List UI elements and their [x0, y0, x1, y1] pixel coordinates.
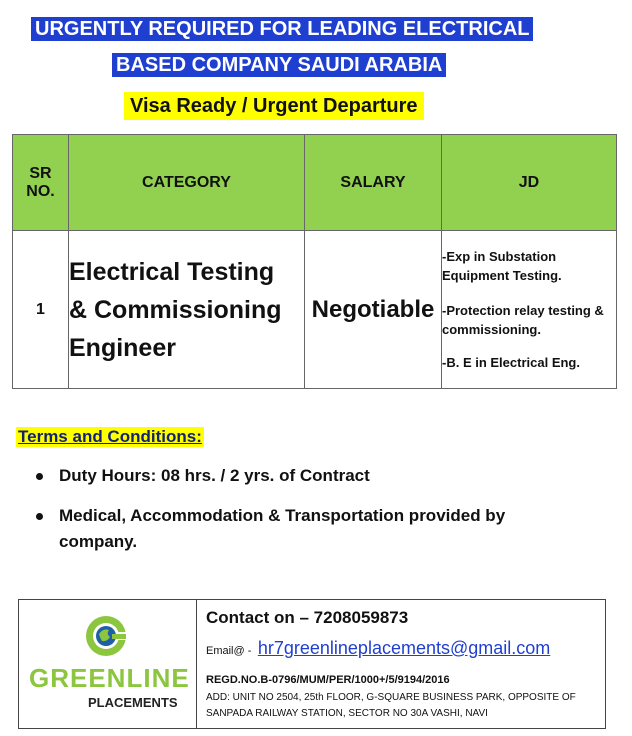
terms-title: Terms and Conditions: [18, 427, 202, 446]
row-sr-number: 1 [13, 231, 69, 389]
terms-item-text: Duty Hours: 08 hrs. / 2 yrs. of Contract [59, 466, 370, 485]
bullet-icon [36, 513, 43, 520]
email-link[interactable]: hr7greenlineplacements@gmail.com [257, 638, 551, 658]
logo-subtitle: PLACEMENTS [88, 695, 178, 710]
bullet-icon [36, 473, 43, 480]
header-sr-no [13, 135, 69, 231]
header-category: CATEGORY [69, 135, 305, 231]
title-line-2: BASED COMPANY SAUDI ARABIA [112, 53, 446, 77]
row-category [69, 231, 305, 389]
category-line: Engineer [69, 333, 176, 362]
contact-phone: Contact on – 7208059873 [206, 608, 409, 627]
subtitle-visa: Visa Ready / Urgent Departure [124, 92, 424, 120]
logo-name: GREENLINE [29, 663, 190, 693]
title-line-1: URGENTLY REQUIRED FOR LEADING ELECTRICAL [31, 17, 533, 41]
row-jd [442, 231, 617, 389]
category-line: Electrical Testing [69, 257, 275, 286]
table-row [13, 231, 617, 389]
header-jd: JD [442, 135, 617, 231]
row-salary: Negotiable [305, 231, 442, 389]
registration-number: REGD.NO.B-0796/MUM/PER/1000+/5/9194/2016 [206, 674, 450, 686]
jd-item: -Protection relay testing & commissioning. [442, 303, 604, 337]
company-logo [19, 600, 197, 728]
header-sr-line1: SR [29, 164, 52, 182]
contact-box [18, 599, 606, 729]
table-header-row [13, 135, 617, 231]
jobs-table [12, 134, 617, 389]
globe-logo-icon [84, 614, 128, 663]
terms-item-text: Medical, Accommodation & Transportation provided by company. [59, 506, 506, 551]
jd-item: -Exp in Substation Equipment Testing. [442, 249, 562, 283]
email-label: Email@ - [206, 645, 252, 657]
header-salary: SALARY [305, 135, 442, 231]
header-sr-line2: NO. [26, 182, 55, 200]
company-address: ADD: UNIT NO 2504, 25th FLOOR, G-SQUARE BUSINESS PARK, OPPOSITE OF SANPADA RAILWAY STATION, SECTOR NO 30A VASHI, NAVI [206, 692, 576, 719]
terms-item [36, 503, 559, 555]
email-line [206, 638, 550, 659]
contact-info [197, 600, 605, 728]
category-line: & Commissioning [69, 295, 282, 324]
terms-item [36, 463, 559, 489]
jd-item: -B. E in Electrical Eng. [442, 355, 580, 370]
